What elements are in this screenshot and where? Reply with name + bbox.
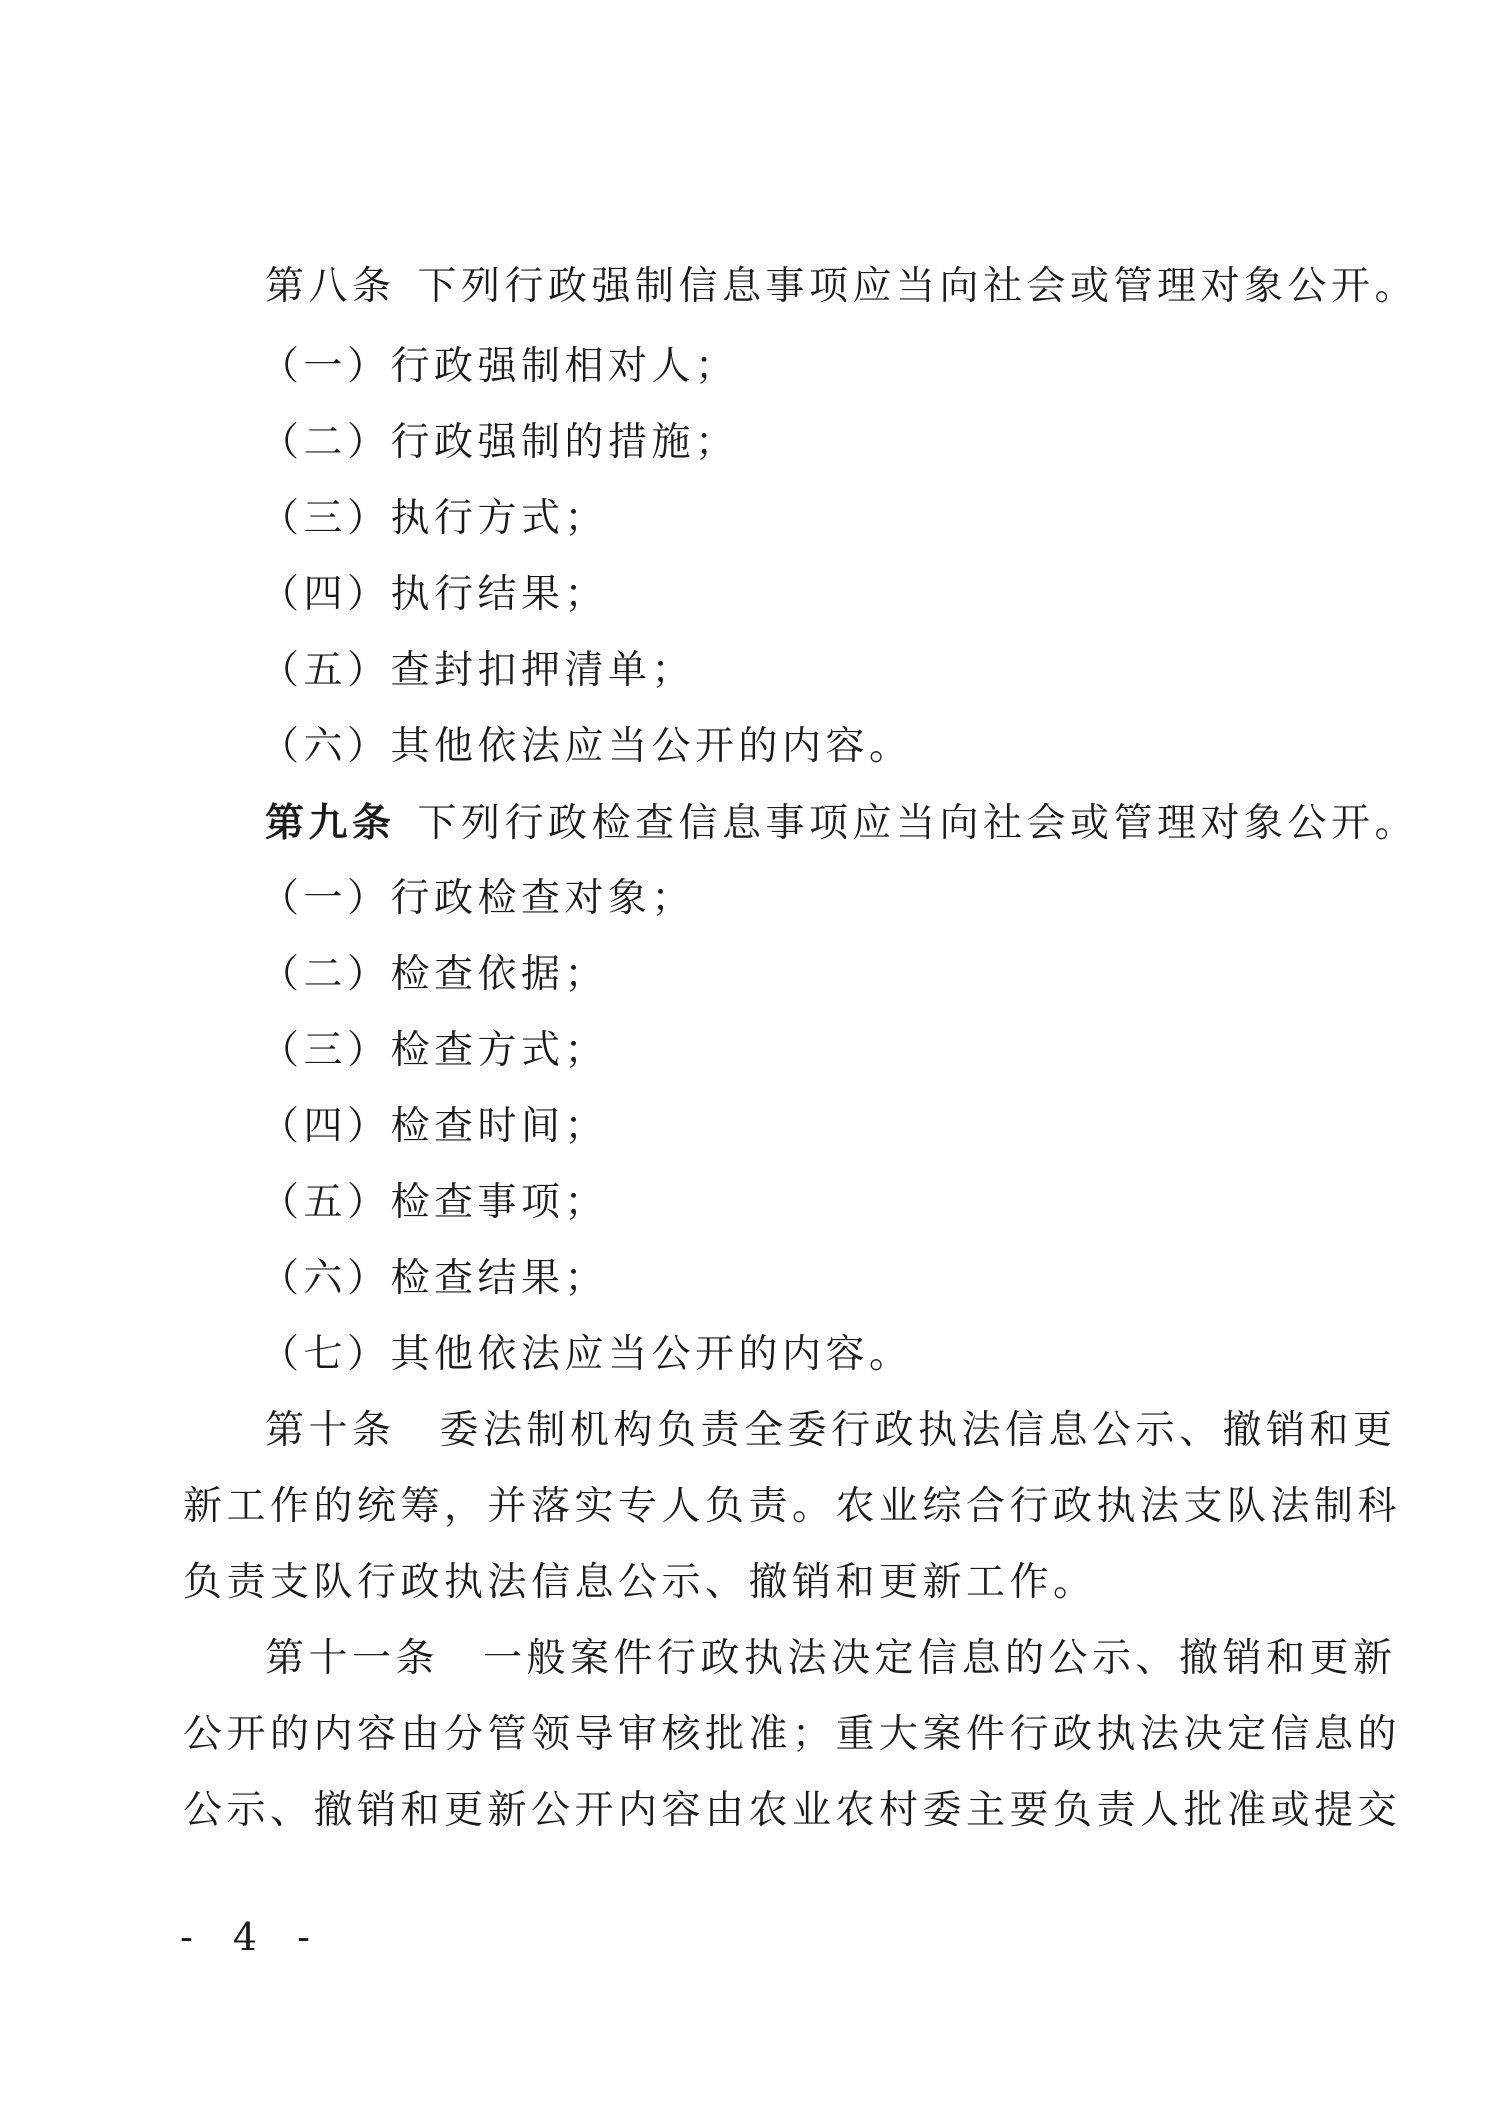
article-8-item-3: （三）执行方式； [260, 496, 609, 541]
article-10-line-3: 负责支队行政执法信息公示、撤销和更新工作。 [183, 1560, 1097, 1605]
article-8-item-4: （四）执行结果； [260, 572, 609, 617]
article-11-text-1: 一般案件行政执法决定信息的公示、撤销和更新 [483, 1636, 1397, 1681]
article-9-item-6: （六）检查结果； [260, 1256, 609, 1301]
article-9-item-7: （七）其他依法应当公开的内容。 [260, 1332, 913, 1377]
article-8-heading: 下列行政强制信息事项应当向社会或管理对象公开。 [417, 264, 1419, 309]
article-9-item-1: （一）行政检查对象； [260, 876, 696, 921]
article-9-item-3: （三）检查方式； [260, 1028, 609, 1073]
article-11-label: 第十一条 [265, 1636, 440, 1681]
article-8-label: 第八条 [265, 264, 396, 309]
article-8-heading-line [265, 262, 1418, 312]
article-9-item-2: （二）检查依据； [260, 952, 609, 997]
article-9-label: 第九条 [265, 800, 396, 846]
article-9-heading-line [265, 798, 1418, 849]
article-11-line-1 [265, 1634, 1397, 1684]
article-10-label: 第十条 [265, 1408, 396, 1453]
article-8-item-2: （二）行政强制的措施； [260, 420, 739, 465]
article-9-item-4: （四）检查时间； [260, 1104, 609, 1149]
article-8-item-1: （一）行政强制相对人； [260, 344, 739, 389]
article-11-line-3: 公示、撤销和更新公开内容由农业农村委主要负责人批准或提交 [183, 1788, 1402, 1833]
article-8-item-5: （五）查封扣押清单； [260, 648, 696, 693]
article-11-line-2: 公开的内容由分管领导审核批准；重大案件行政执法决定信息的 [183, 1712, 1402, 1757]
article-10-line-2: 新工作的统筹，并落实专人负责。农业综合行政执法支队法制科 [183, 1484, 1402, 1529]
page-number: - 4 - [180, 1915, 325, 1959]
article-10-text-1: 委法制机构负责全委行政执法信息公示、撤销和更 [439, 1408, 1397, 1453]
article-9-heading: 下列行政检查信息事项应当向社会或管理对象公开。 [417, 801, 1419, 846]
article-10-line-1 [265, 1406, 1397, 1456]
article-9-item-5: （五）检查事项； [260, 1180, 609, 1225]
article-8-item-6: （六）其他依法应当公开的内容。 [260, 724, 913, 769]
